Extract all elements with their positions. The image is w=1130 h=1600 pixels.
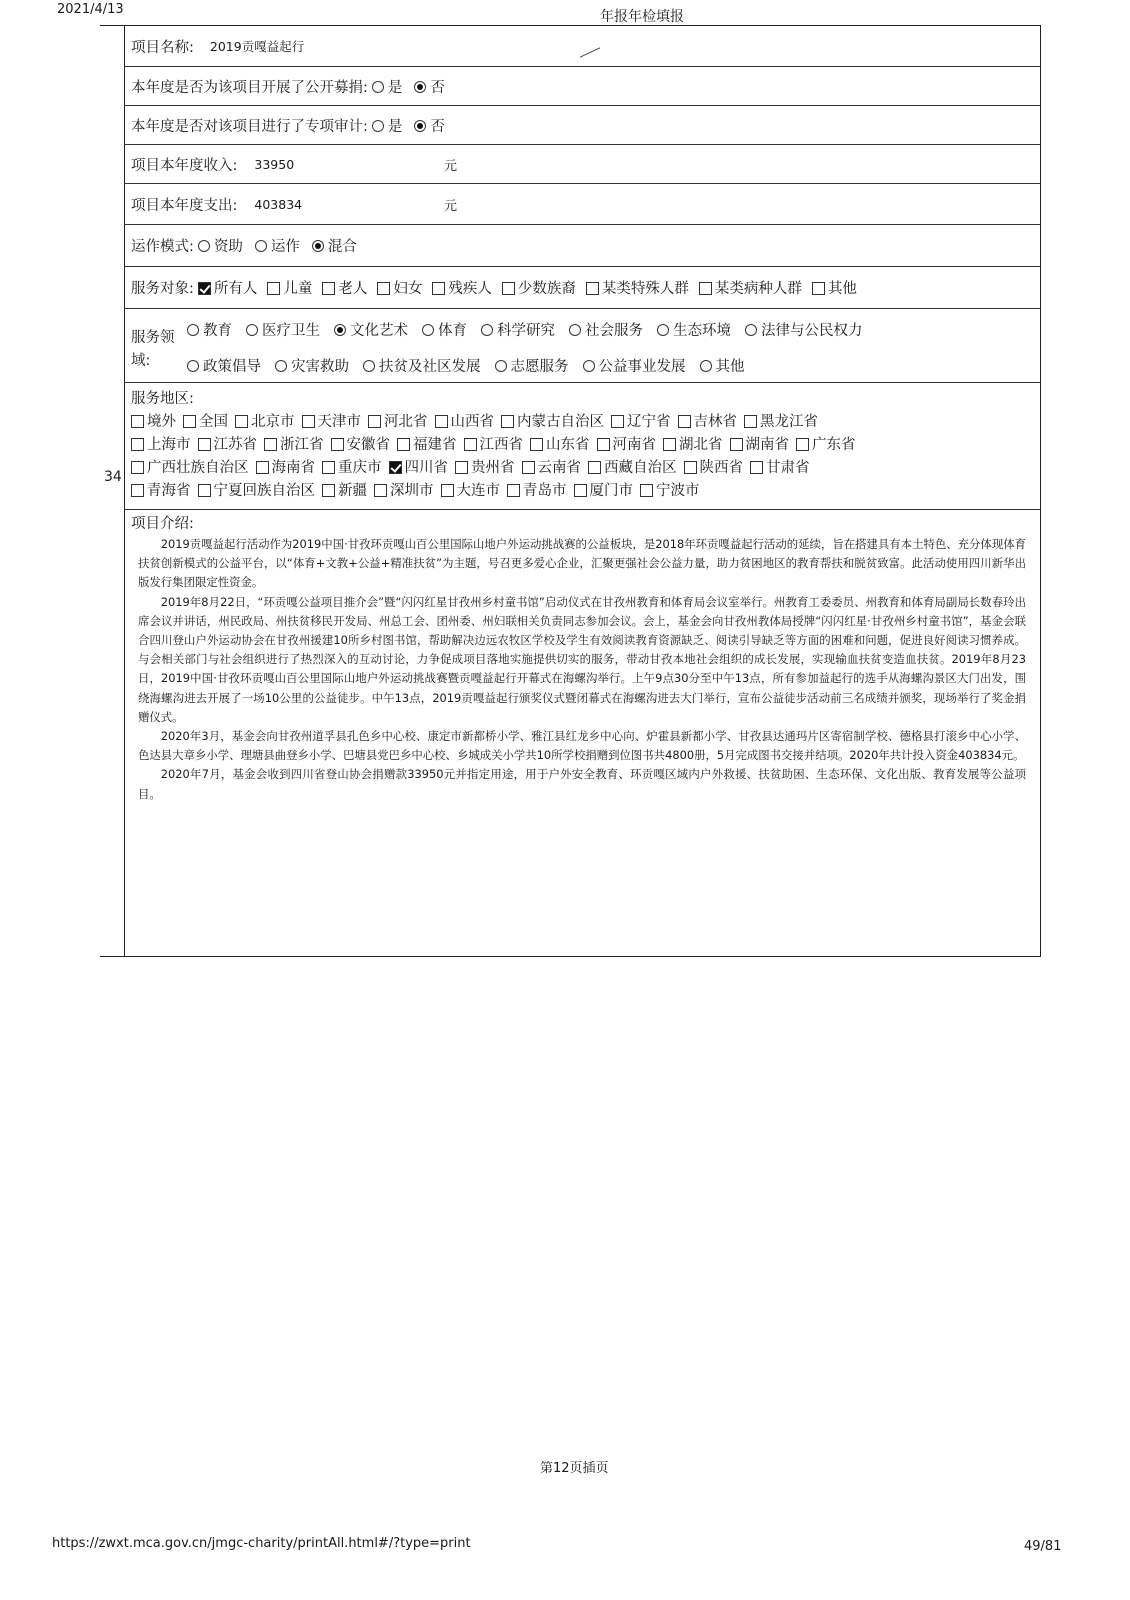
service-area-line-4 <box>131 479 1040 500</box>
radio-empty-icon[interactable] <box>198 240 210 252</box>
checkbox-option-label: 河南省 <box>612 437 656 453</box>
radio-option-label: 体育 <box>438 323 467 339</box>
radio-option[interactable] <box>481 319 555 340</box>
checkbox-option[interactable] <box>441 479 501 500</box>
checkbox-empty-icon[interactable] <box>750 461 763 474</box>
checkbox-option-label: 浙江省 <box>280 437 324 453</box>
checkbox-option-label: 四川省 <box>404 460 448 476</box>
expense-unit: 元 <box>444 198 458 214</box>
checkbox-empty-icon[interactable] <box>684 461 697 474</box>
checkbox-empty-icon[interactable] <box>812 282 825 295</box>
service-area-label: 服务地区: <box>131 391 194 407</box>
checkbox-option-label: 陕西省 <box>699 460 743 476</box>
public-fundraising-options <box>372 76 457 97</box>
checkbox-empty-icon[interactable] <box>183 415 196 428</box>
checkbox-option[interactable] <box>530 433 590 454</box>
checkbox-option-label: 云南省 <box>537 460 581 476</box>
checkbox-option[interactable] <box>464 433 524 454</box>
checkbox-empty-icon[interactable] <box>502 282 515 295</box>
radio-option[interactable] <box>372 115 403 136</box>
checkbox-option[interactable] <box>131 479 191 500</box>
radio-option[interactable] <box>569 319 643 340</box>
special-audit-row <box>124 106 1040 145</box>
radio-option-label: 科学研究 <box>497 323 555 339</box>
radio-option[interactable] <box>745 319 863 340</box>
checkbox-empty-icon[interactable] <box>530 438 543 451</box>
checkbox-option[interactable] <box>131 456 249 477</box>
radio-empty-icon[interactable] <box>187 324 199 336</box>
checkbox-option[interactable] <box>678 410 738 431</box>
checkbox-option-label: 贵州省 <box>471 460 515 476</box>
intro-paragraph: 2020年3月，基金会向甘孜州道孚县孔色乡中心校、康定市新都桥小学、雅江县红龙乡中心向、炉霍县新都小学、甘孜县达通玛片区寄宿制学校、德格县打滚乡中心小学、色达县大章乡小学、理塘县曲登乡小学、巴塘县党巴乡中心校、乡城成关小学共10所学校捐赠到位图书共4800册，5月完成图书交接并结项。2020年共计投入资金403834元。 <box>138 729 1026 763</box>
service-area-line-3 <box>131 456 1040 477</box>
checkbox-option-label: 全国 <box>199 414 228 430</box>
checkbox-empty-icon[interactable] <box>586 282 599 295</box>
checkbox-option-label: 湖南省 <box>745 437 789 453</box>
service-area-line-2 <box>131 433 1040 454</box>
service-field-label: 服务领 域: <box>131 330 175 369</box>
public-fundraising-label: 本年度是否为该项目开展了公开募捐: <box>131 79 368 96</box>
expense-value[interactable]: 403834 <box>254 196 303 212</box>
operation-mode-options <box>198 235 369 256</box>
checkbox-empty-icon[interactable] <box>302 415 315 428</box>
checkbox-option[interactable] <box>198 479 316 500</box>
checkbox-empty-icon[interactable] <box>377 282 390 295</box>
checkbox-option[interactable] <box>501 410 604 431</box>
radio-empty-icon[interactable] <box>187 360 199 372</box>
checkbox-option[interactable] <box>684 456 744 477</box>
checkbox-option[interactable] <box>198 433 258 454</box>
checkbox-empty-icon[interactable] <box>131 415 144 428</box>
radio-option[interactable] <box>334 319 408 340</box>
radio-option[interactable] <box>372 76 403 97</box>
checkbox-empty-icon[interactable] <box>264 438 277 451</box>
radio-option-label: 是 <box>387 118 403 135</box>
operation-mode-label: 运作模式: <box>131 239 194 255</box>
radio-option-label: 灾害救助 <box>291 359 349 375</box>
page-count: 49/81 <box>1024 1539 1062 1554</box>
radio-option[interactable] <box>275 355 349 376</box>
project-intro-section <box>124 510 1040 956</box>
checkbox-option-label: 江苏省 <box>213 437 257 453</box>
page-label: 第12页插页 <box>540 1461 609 1476</box>
radio-empty-icon[interactable] <box>700 360 712 372</box>
checkbox-option[interactable] <box>264 433 324 454</box>
checkbox-empty-icon[interactable] <box>796 438 809 451</box>
checkbox-empty-icon[interactable] <box>441 484 454 497</box>
intro-paragraph: 2019贡嘎益起行活动作为2019中国·甘孜环贡嘎山百公里国际山地户外运动挑战赛的公益板块，是2018年环贡嘎益起行活动的延续，旨在搭建具有本土特色、充分体现体育扶贫创新模式的公益平台，以“体育+文教+公益+精准扶贫”为主题，号召更多爱心企业，汇聚更强社会公益力量，助力贫困地区的教育帮扶和脱贫致富。此活动使用四川新华出版发行集团限定性资金。 <box>138 537 1026 590</box>
checkbox-empty-icon[interactable] <box>198 438 211 451</box>
income-unit: 元 <box>444 158 458 174</box>
service-target-options <box>198 277 867 298</box>
checkbox-option[interactable] <box>131 433 191 454</box>
checkbox-option[interactable] <box>502 277 576 298</box>
radio-empty-icon[interactable] <box>745 324 757 336</box>
checkbox-option[interactable] <box>322 456 382 477</box>
checkbox-option[interactable] <box>397 433 457 454</box>
checkbox-option[interactable] <box>267 277 312 298</box>
checkbox-checked-icon[interactable] <box>389 461 402 474</box>
checkbox-empty-icon[interactable] <box>256 461 269 474</box>
radio-option-label: 教育 <box>203 323 232 339</box>
checkbox-option[interactable] <box>198 277 258 298</box>
project-intro-label: 项目介绍: <box>131 516 194 532</box>
income-row <box>124 145 1040 184</box>
checkbox-option[interactable] <box>256 456 316 477</box>
project-intro-text <box>138 535 1026 804</box>
checkbox-option[interactable] <box>522 456 582 477</box>
checkbox-empty-icon[interactable] <box>678 415 691 428</box>
checkbox-empty-icon[interactable] <box>464 438 477 451</box>
checkbox-option[interactable] <box>574 479 634 500</box>
checkbox-option-label: 安徽省 <box>346 437 390 453</box>
checkbox-option[interactable] <box>597 433 657 454</box>
checkbox-option[interactable] <box>389 456 449 477</box>
checkbox-option[interactable] <box>131 410 176 431</box>
checkbox-option[interactable] <box>588 456 677 477</box>
service-field-row <box>124 309 1040 383</box>
checkbox-option[interactable] <box>611 410 671 431</box>
radio-empty-icon[interactable] <box>372 81 384 93</box>
checkbox-empty-icon[interactable] <box>507 484 520 497</box>
checkbox-option-label: 厦门市 <box>589 483 633 499</box>
checkbox-option[interactable] <box>377 277 422 298</box>
checkbox-empty-icon[interactable] <box>611 415 624 428</box>
checkbox-option-label: 山东省 <box>546 437 590 453</box>
radio-empty-icon[interactable] <box>422 324 434 336</box>
checkbox-option[interactable] <box>699 277 802 298</box>
checkbox-option[interactable] <box>331 433 391 454</box>
radio-option-label: 否 <box>430 79 445 96</box>
radio-option-label: 社会服务 <box>585 323 643 339</box>
checkbox-option-label: 少数族裔 <box>517 281 576 297</box>
radio-option-label: 志愿服务 <box>510 359 569 375</box>
checkbox-option[interactable] <box>322 479 367 500</box>
checkbox-empty-icon[interactable] <box>663 438 676 451</box>
radio-option-label: 资助 <box>213 239 243 255</box>
checkbox-option[interactable] <box>663 433 723 454</box>
checkbox-empty-icon[interactable] <box>640 484 653 497</box>
radio-selected-icon[interactable] <box>414 120 426 132</box>
checkbox-option-label: 广东省 <box>812 437 856 453</box>
checkbox-option-label: 河北省 <box>384 414 428 430</box>
service-area-line-1 <box>131 410 1040 431</box>
radio-option-label: 政策倡导 <box>203 359 261 375</box>
checkbox-empty-icon[interactable] <box>368 415 381 428</box>
checkbox-option-label: 天津市 <box>317 414 361 430</box>
checkbox-option-label: 宁夏回族自治区 <box>213 483 315 499</box>
checkbox-option-label: 山西省 <box>450 414 494 430</box>
special-audit-label: 本年度是否对该项目进行了专项审计: <box>131 118 368 135</box>
print-date: 2021/4/13 <box>57 2 124 17</box>
radio-empty-icon[interactable] <box>275 360 287 372</box>
checkbox-empty-icon[interactable] <box>501 415 514 428</box>
expense-label: 项目本年度支出: <box>131 197 238 214</box>
checkbox-option-label: 甘肃省 <box>766 460 810 476</box>
checkbox-empty-icon[interactable] <box>322 461 335 474</box>
checkbox-empty-icon[interactable] <box>574 484 587 497</box>
checkbox-empty-icon[interactable] <box>588 461 601 474</box>
checkbox-option-label: 上海市 <box>147 437 191 453</box>
checkbox-option[interactable] <box>302 410 362 431</box>
income-value[interactable]: 33950 <box>254 156 295 172</box>
intro-paragraph: 2019年8月22日，“环贡嘎公益项目推介会”暨“闪闪红星甘孜州乡村童书馆”启动仪式在甘孜州教育和体育局会议室举行。州教育工委委员、州教育和体育局副局长数春玲出席会议并讲话，州民政局、州扶贫移民开发局、州总工会、团州委、州妇联相关负责同志参加会议。会上，基金会向甘孜州教体局授牌“闪闪红星·甘孜州乡村童书馆”，基金会联合四川登山户外运动协会在甘孜州援建10所乡村图书馆，帮助解决边远农牧区学校及学生有效阅读教育资源缺乏、阅读引导缺乏等方面的困难和问题，促进良好阅读习惯养成。与会相关部门与社会组织进行了热烈深入的互动讨论，力争促成项目落地实施提供切实的服务，带动甘孜本地社会组织的成长发展，实现输血扶贫变造血扶贫。2019年8月23日，2019中国·甘孜环贡嘎山百公里国际山地户外运动挑战赛暨贡嘎益起行开幕式在海螺沟举行。上午9点30分至中午13点，所有参加益起行的选手从海螺沟景区大门出发，围绕海螺沟进去开展了一场10公里的公益徒步。中午13点，2019贡嘎益起行颁奖仪式暨闭幕式在海螺沟进去大门举行，宣布公益徒步活动前三名成绩并颁奖，现场举行了奖金捐赠仪式。 <box>138 594 1026 724</box>
radio-empty-icon[interactable] <box>495 360 507 372</box>
radio-option-label: 运作 <box>270 239 300 255</box>
checkbox-empty-icon[interactable] <box>522 461 535 474</box>
radio-empty-icon[interactable] <box>246 324 258 336</box>
radio-option-label: 其他 <box>715 359 745 375</box>
radio-option[interactable] <box>657 319 731 340</box>
checkbox-option-label: 广西壮族自治区 <box>147 460 249 476</box>
checkbox-option-label: 青海省 <box>147 483 191 499</box>
checkbox-option-label: 黑龙江省 <box>760 414 818 430</box>
radio-option[interactable] <box>198 235 243 256</box>
intro-paragraph: 2020年7月，基金会收到四川省登山协会捐赠款33950元并指定用途，用于户外安全教育、环贡嘎区域内户外救援、扶贫助困、生态环保、文化出版、教育发展等公益项目。 <box>138 767 1026 801</box>
checkbox-empty-icon[interactable] <box>131 438 144 451</box>
radio-selected-icon[interactable] <box>334 324 346 336</box>
checkbox-option-label: 残疾人 <box>448 281 492 297</box>
checkbox-option-label: 新疆 <box>338 483 367 499</box>
checkbox-option[interactable] <box>586 277 689 298</box>
checkbox-option[interactable] <box>812 277 857 298</box>
project-name-row <box>124 26 1040 67</box>
radio-option[interactable] <box>422 319 467 340</box>
checkbox-empty-icon[interactable] <box>235 415 248 428</box>
checkbox-option[interactable] <box>435 410 495 431</box>
radio-option[interactable] <box>414 115 445 136</box>
radio-option-label: 生态环境 <box>673 323 731 339</box>
radio-option[interactable] <box>414 76 445 97</box>
checkbox-option[interactable] <box>368 410 428 431</box>
checkbox-option[interactable] <box>796 433 856 454</box>
radio-selected-icon[interactable] <box>312 240 324 252</box>
checkbox-empty-icon[interactable] <box>744 415 757 428</box>
checkbox-option[interactable] <box>507 479 567 500</box>
checkbox-option-label: 吉林省 <box>693 414 737 430</box>
checkbox-option-label: 辽宁省 <box>627 414 671 430</box>
service-area-row <box>124 383 1040 510</box>
radio-option[interactable] <box>363 355 481 376</box>
checkbox-checked-icon[interactable] <box>198 282 211 295</box>
checkbox-option-label: 湖北省 <box>679 437 723 453</box>
checkbox-option-label: 儿童 <box>283 281 313 297</box>
checkbox-option-label: 老人 <box>338 281 368 297</box>
radio-option-label: 公益事业发展 <box>598 359 686 375</box>
operation-mode-row <box>124 225 1040 267</box>
radio-option[interactable] <box>700 355 745 376</box>
checkbox-empty-icon[interactable] <box>267 282 280 295</box>
checkbox-option[interactable] <box>183 410 228 431</box>
checkbox-option-label: 福建省 <box>413 437 457 453</box>
radio-option[interactable] <box>187 355 261 376</box>
checkbox-option-label: 青岛市 <box>523 483 567 499</box>
radio-option-label: 扶贫及社区发展 <box>379 359 481 375</box>
service-target-row <box>124 267 1040 309</box>
print-page-title: 年报年检填报 <box>600 9 684 25</box>
checkbox-empty-icon[interactable] <box>331 438 344 451</box>
checkbox-empty-icon[interactable] <box>131 484 144 497</box>
radio-option-label: 医疗卫生 <box>262 323 320 339</box>
checkbox-option[interactable] <box>640 479 700 500</box>
checkbox-option-label: 某类病种人群 <box>714 281 802 297</box>
checkbox-empty-icon[interactable] <box>432 282 445 295</box>
checkbox-option-label: 西藏自治区 <box>604 460 677 476</box>
radio-option[interactable] <box>312 235 357 256</box>
checkbox-empty-icon[interactable] <box>699 282 712 295</box>
checkbox-option-label: 某类特殊人群 <box>601 281 689 297</box>
radio-empty-icon[interactable] <box>481 324 493 336</box>
radio-option[interactable] <box>583 355 686 376</box>
checkbox-option-label: 妇女 <box>393 281 423 297</box>
pen-mark <box>580 47 600 57</box>
service-target-label: 服务对象: <box>131 281 194 297</box>
checkbox-empty-icon[interactable] <box>455 461 468 474</box>
radio-option-label: 文化艺术 <box>350 323 408 339</box>
checkbox-empty-icon[interactable] <box>597 438 610 451</box>
service-field-options-row1 <box>187 319 877 340</box>
checkbox-empty-icon[interactable] <box>131 461 144 474</box>
checkbox-option-label: 重庆市 <box>338 460 382 476</box>
special-audit-options <box>372 115 457 136</box>
radio-option-label: 混合 <box>327 239 357 255</box>
checkbox-option[interactable] <box>744 410 818 431</box>
checkbox-option-label: 江西省 <box>479 437 523 453</box>
checkbox-empty-icon[interactable] <box>397 438 410 451</box>
radio-option[interactable] <box>187 319 232 340</box>
radio-option[interactable] <box>255 235 300 256</box>
radio-selected-icon[interactable] <box>414 81 426 93</box>
checkbox-option[interactable] <box>374 479 434 500</box>
checkbox-option-label: 所有人 <box>213 281 258 297</box>
checkbox-option[interactable] <box>455 456 515 477</box>
radio-empty-icon[interactable] <box>363 360 375 372</box>
radio-empty-icon[interactable] <box>255 240 267 252</box>
checkbox-empty-icon[interactable] <box>730 438 743 451</box>
checkbox-empty-icon[interactable] <box>322 484 335 497</box>
public-fundraising-row <box>124 67 1040 106</box>
expense-row <box>124 184 1040 225</box>
checkbox-option[interactable] <box>235 410 295 431</box>
checkbox-option[interactable] <box>750 456 810 477</box>
radio-option[interactable] <box>495 355 569 376</box>
checkbox-empty-icon[interactable] <box>322 282 335 295</box>
checkbox-option-label: 内蒙古自治区 <box>517 414 604 430</box>
checkbox-empty-icon[interactable] <box>374 484 387 497</box>
checkbox-option-label: 海南省 <box>271 460 315 476</box>
radio-empty-icon[interactable] <box>372 120 384 132</box>
radio-option-label: 否 <box>430 118 445 135</box>
radio-empty-icon[interactable] <box>569 324 581 336</box>
checkbox-option[interactable] <box>322 277 367 298</box>
project-name-value[interactable]: 2019贡嘎益起行 <box>209 39 305 54</box>
checkbox-empty-icon[interactable] <box>198 484 211 497</box>
radio-option[interactable] <box>246 319 320 340</box>
checkbox-option[interactable] <box>730 433 790 454</box>
checkbox-option-label: 境外 <box>147 414 176 430</box>
radio-option-label: 是 <box>387 79 403 96</box>
checkbox-option-label: 北京市 <box>251 414 295 430</box>
checkbox-option-label: 其他 <box>827 281 857 297</box>
checkbox-option-label: 深圳市 <box>390 483 434 499</box>
income-label: 项目本年度收入: <box>131 157 238 174</box>
radio-empty-icon[interactable] <box>657 324 669 336</box>
checkbox-option-label: 大连市 <box>456 483 500 499</box>
checkbox-option-label: 宁波市 <box>656 483 700 499</box>
radio-empty-icon[interactable] <box>583 360 595 372</box>
checkbox-empty-icon[interactable] <box>435 415 448 428</box>
radio-option-label: 法律与公民权力 <box>761 323 863 339</box>
print-url: https://zwxt.mca.gov.cn/jmgc-charity/printAll.html#/?type=print <box>52 1536 471 1551</box>
checkbox-option[interactable] <box>432 277 492 298</box>
project-form <box>100 25 1041 957</box>
service-field-options-row2 <box>187 355 759 376</box>
side-row-number: 34 <box>104 469 122 485</box>
project-name-label: 项目名称: <box>131 39 194 56</box>
